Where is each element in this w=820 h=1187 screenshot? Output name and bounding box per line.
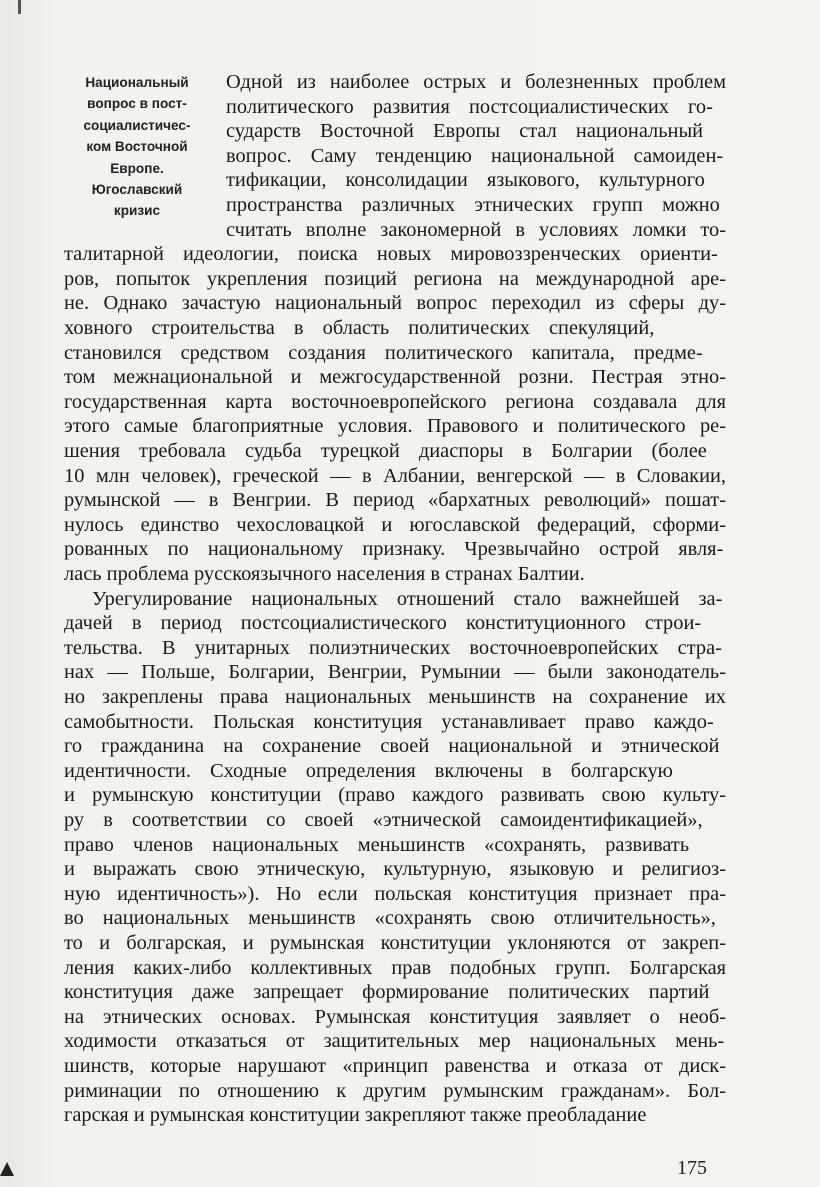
text-line: ления каких-либо коллективных прав подобных групп. Болгарская <box>64 956 726 979</box>
text-line: го гражданина на сохранение своей национальной и этнической <box>64 735 720 758</box>
text-line: шения требовала судьба турецкой диаспоры в Болгарии (более <box>64 440 707 462</box>
text-line: румынской — в Венгрии. В период «бархатных революций» пошат- <box>64 489 726 512</box>
text-line: то и болгарская, и румынская конституции уклоняются от закреп- <box>64 932 726 954</box>
margin-heading-line: кризис <box>113 203 161 219</box>
text-line: конституция даже запрещает формирование политических партий <box>64 981 710 1004</box>
margin-heading-line: ком Восточной <box>86 139 188 155</box>
text-line: во национальных меньшинств «сохранять свою отличительность», <box>64 907 716 930</box>
text-line: талитарной идеологии, поиска новых мировоззренческих ориенти- <box>64 243 718 266</box>
margin-heading-line: социалистичес- <box>83 117 191 133</box>
margin-heading-line: Национальный <box>85 75 189 90</box>
text-line: считать вполне закономерной в условиях ломки то- <box>226 218 726 241</box>
text-line: 10 млн человек), греческой — в Албании, венгерской — в Словакии, <box>64 464 726 487</box>
text-line: политического развития постсоциалистических го- <box>226 95 713 118</box>
text-line: риминации по отношению к другим румынским гражданам». Бол- <box>64 1079 726 1102</box>
text-line: но закреплены права национальных меньшинств на сохранение их <box>64 686 726 708</box>
text-line: нах — Польше, Болгарии, Венгрии, Румынии — были законодатель- <box>64 661 726 684</box>
text-line: становился средством создания политического капитала, предме- <box>64 341 703 364</box>
text-line: дачей в период постсоциалистического конституционного строи- <box>64 612 702 635</box>
text-line: право членов национальных меньшинств «сохранять, развивать <box>64 833 690 856</box>
scan-corner-mark <box>0 1162 14 1176</box>
text-line: том межнациональной и межгосударственной розни. Пестрая этно- <box>64 366 726 389</box>
text-line: вопрос. Саму тенденцию национальной самоиден- <box>226 144 724 167</box>
text-line: и выражать свою этническую, культурную, языковую и религиоз- <box>64 858 726 881</box>
text-line: нулось единство чехословацкой и югославской федераций, сформи- <box>64 513 726 536</box>
text-line: этого самые благоприятные условия. Правового и политического ре- <box>64 415 726 438</box>
scan-mark <box>18 0 21 14</box>
margin-heading-line: Югославский <box>91 182 183 198</box>
text-line: государственная карта восточноевропейского региона создавала для <box>64 390 726 413</box>
margin-heading-line: Европе. <box>110 160 164 176</box>
margin-heading <box>62 72 212 222</box>
text-line: и румынскую конституции (право каждого развивать свою культу- <box>64 784 726 807</box>
text-line: ховного строительства в область политических спекуляций, <box>64 317 655 339</box>
text-line: не. Однако зачастую национальный вопрос переходил из сферы ду- <box>64 292 726 315</box>
text-line: пространства различных этнических групп можно <box>226 194 720 216</box>
text-line: ходимости отказаться от защитительных мер национальных мень- <box>64 1030 725 1053</box>
text-line: рованных по национальному признаку. Чрезвычайно острой явля- <box>64 538 724 561</box>
text-line: ру в соответствии со своей «этнической самоидентификацией», <box>64 809 703 831</box>
page-number: 175 <box>677 1157 707 1179</box>
text-line: ную идентичность»). Но если польская конституция признает пра- <box>64 882 726 905</box>
text-line: Урегулирование национальных отношений стало важнейшей за- <box>92 587 723 610</box>
text-line: тификации, консолидации языкового, культурного <box>226 169 705 192</box>
text-line: сударств Восточной Европы стал национальный <box>226 120 704 143</box>
text-line: самобытности. Польская конституция устанавливает право каждо- <box>64 710 714 733</box>
text-line: Одной из наиболее острых и болезненных проблем <box>226 71 726 93</box>
text-line: шинств, которые нарушают «принцип равенства и отказа от диск- <box>64 1055 726 1077</box>
text-line: гарская и румынская конституции закрепляют также преобладание <box>64 1104 647 1127</box>
text-line: идентичности. Сходные определения включены в болгарскую <box>64 759 673 782</box>
margin-heading-line: вопрос в пост- <box>87 96 187 112</box>
text-line: ров, попыток укрепления позиций региона на международной аре- <box>64 267 726 290</box>
text-line: на этнических основах. Румынская конституция заявляет о необ- <box>64 1005 726 1028</box>
text-line: тельства. В унитарных полиэтнических восточноевропейских стра- <box>64 636 722 659</box>
text-line: лась проблема русскоязычного населения в странах Балтии. <box>64 563 585 585</box>
